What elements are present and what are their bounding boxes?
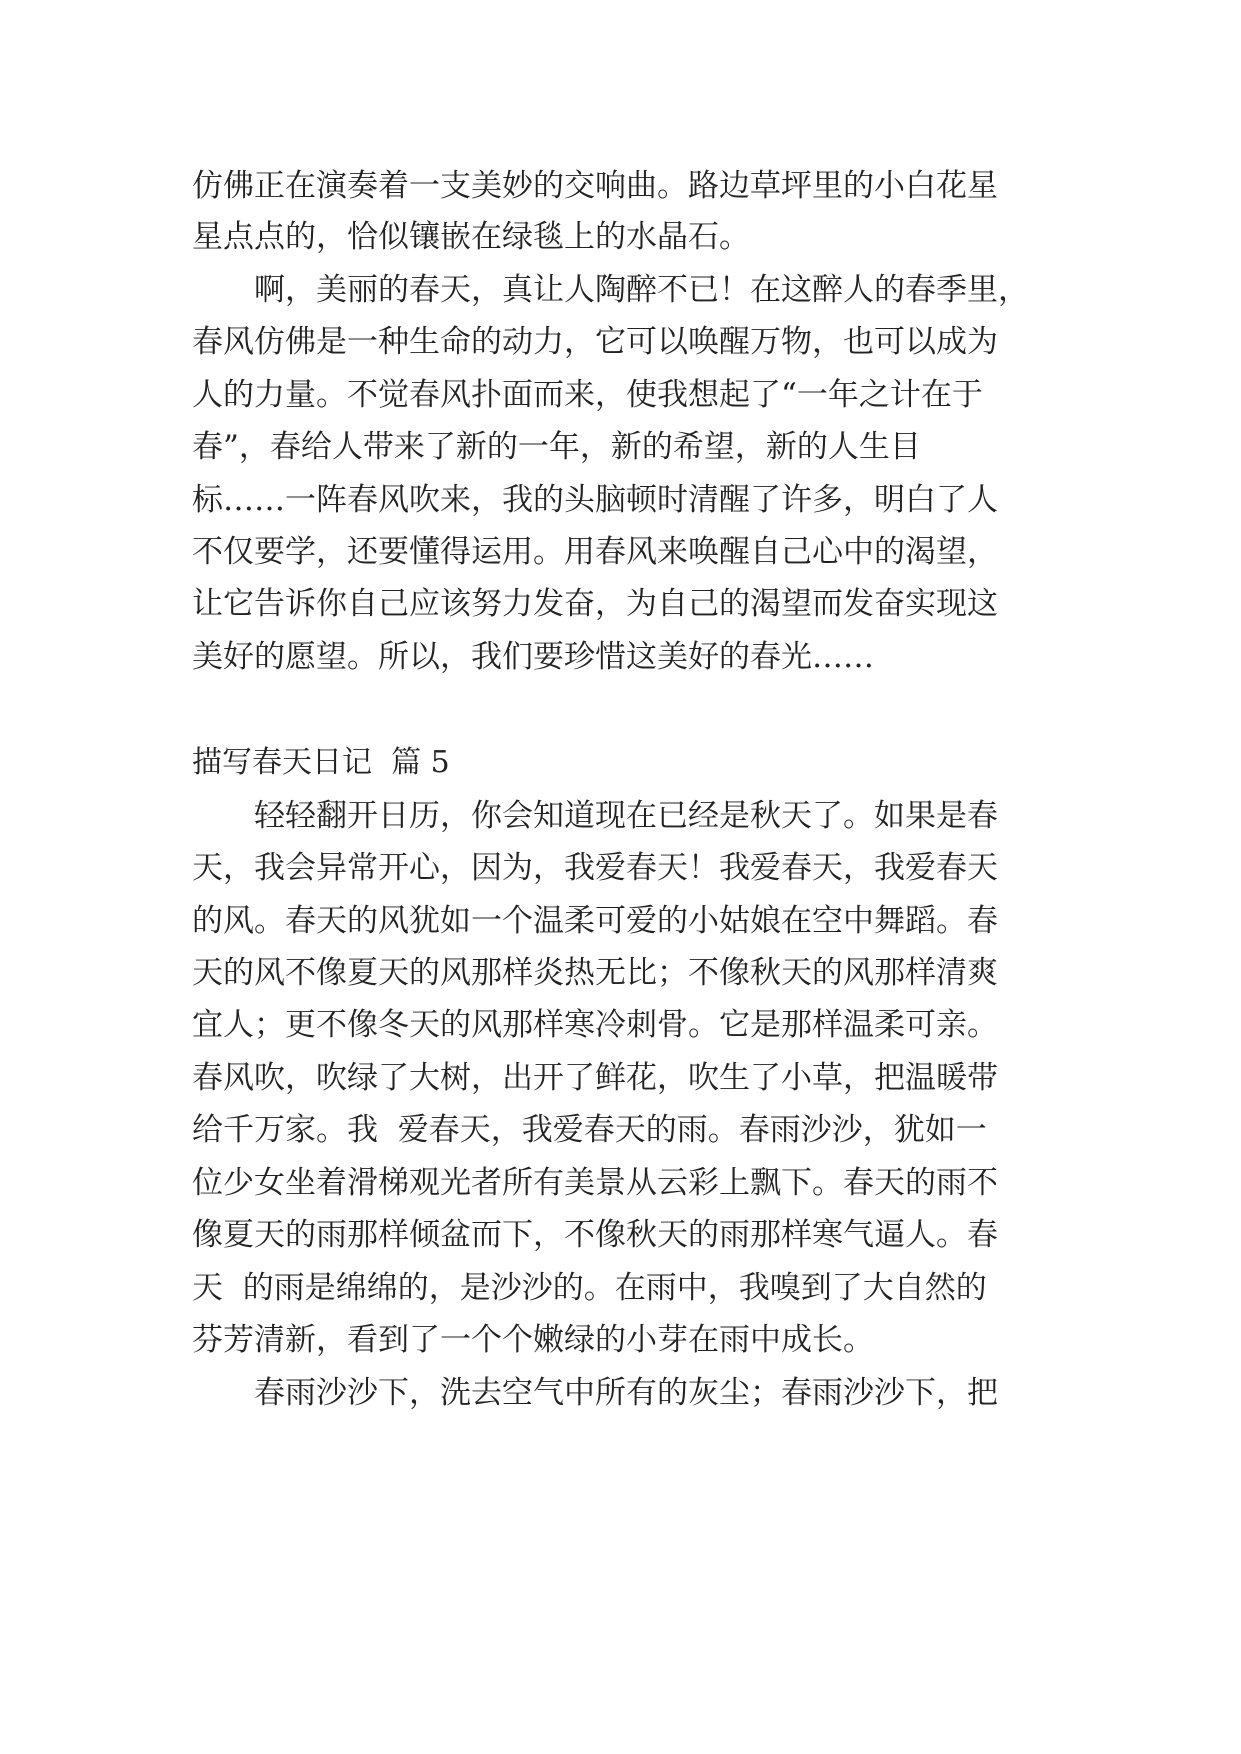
text-line: 的风。春天的风犹如一个温柔可爱的小姑娘在空中舞蹈。春 xyxy=(192,903,998,939)
text-line: 天 的雨是绵绵的，是沙沙的。在雨中，我嗅到了大自然的 xyxy=(192,1270,987,1306)
text-line: 人的力量。不觉春风扑面而来，使我想起了“一年之计在于 xyxy=(192,377,983,413)
text-line: 春风仿佛是一种生命的动力，它可以唤醒万物，也可以成为 xyxy=(192,324,998,360)
text-line: 让它告诉你自己应该努力发奋，为自己的渴望而发奋实现这 xyxy=(192,586,998,622)
text-line: 不仅要学，还要懂得运用。用春风来唤醒自己心中的渴望， xyxy=(192,534,998,570)
paragraph-first-line: 啊，美丽的春天，真让人陶醉不已！在这醉人的春季里， xyxy=(254,272,1029,308)
paragraph-first-line: 轻轻翻开日历，你会知道现在已经是秋天了。如果是春 xyxy=(254,798,998,834)
text-line: 位少女坐着滑梯观光者所有美景从云彩上飘下。春天的雨不 xyxy=(192,1165,998,1201)
text-line: 仿佛正在演奏着一支美妙的交响曲。路边草坪里的小白花星 xyxy=(192,168,998,204)
paragraph-first-line: 春雨沙沙下，洗去空气中所有的灰尘；春雨沙沙下，把 xyxy=(254,1375,998,1411)
text-line: 天，我会异常开心，因为，我爱春天！我爱春天，我爱春天 xyxy=(192,850,998,886)
text-line: 像夏天的雨那样倾盆而下，不像秋天的雨那样寒气逼人。春 xyxy=(192,1217,998,1253)
section-heading: 描写春天日记 篇 5 xyxy=(192,745,450,780)
text-line: 给千万家。我 爱春天，我爱春天的雨。春雨沙沙，犹如一 xyxy=(192,1112,987,1148)
text-line: 美好的愿望。所以，我们要珍惜这美好的春光…… xyxy=(192,639,874,675)
text-line: 标……一阵春风吹来，我的头脑顿时清醒了许多，明白了人 xyxy=(192,482,998,518)
text-line: 芬芳清新，看到了一个个嫩绿的小芽在雨中成长。 xyxy=(192,1322,874,1358)
text-line: 春”，春给人带来了新的一年，新的希望，新的人生目 xyxy=(192,429,921,465)
text-line: 天的风不像夏天的风那样炎热无比；不像秋天的风那样清爽 xyxy=(192,955,998,991)
text-line: 星点点的，恰似镶嵌在绿毯上的水晶石。 xyxy=(192,219,750,255)
text-line: 春风吹，吹绿了大树，出开了鲜花，吹生了小草，把温暖带 xyxy=(192,1060,998,1096)
text-line: 宜人；更不像冬天的风那样寒冷刺骨。它是那样温柔可亲。 xyxy=(192,1007,998,1043)
